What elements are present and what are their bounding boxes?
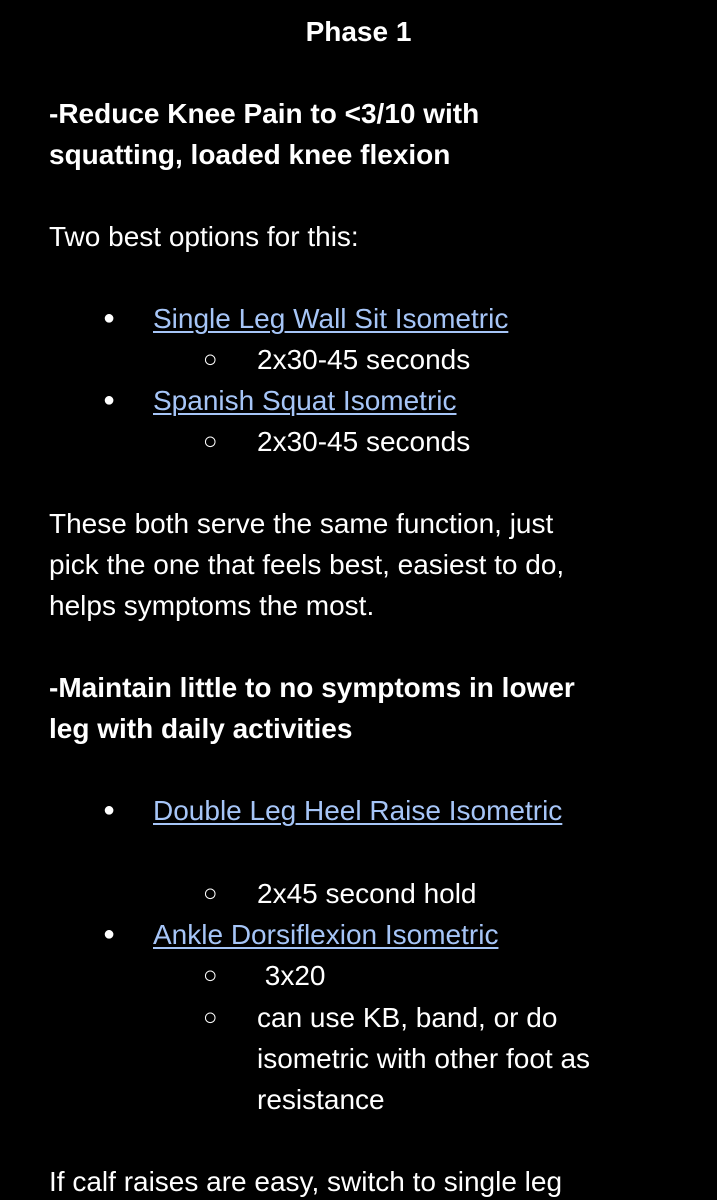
exercise-detail: 2x45 second hold [257, 878, 477, 909]
circle-bullet-icon: ○ [203, 962, 218, 989]
bullet-icon: ● [103, 389, 116, 411]
note-line-1: These both serve the same function, just [49, 508, 554, 539]
exercise-detail: 2x30-45 seconds [257, 344, 471, 375]
circle-bullet-icon: ○ [203, 428, 218, 455]
footer-text: If calf raises are easy, switch to single leg [49, 1166, 563, 1197]
bullet-icon: ● [103, 307, 116, 329]
exercise-detail: isometric with other foot as [257, 1043, 591, 1074]
link-ankle-dorsiflexion[interactable]: Ankle Dorsiflexion Isometric [153, 919, 499, 950]
exercise-detail: 3x20 [257, 960, 326, 991]
link-spanish-squat[interactable]: Spanish Squat Isometric [153, 385, 457, 416]
exercise-detail: can use KB, band, or do [257, 1002, 558, 1033]
page-title: Phase 1 [305, 16, 412, 47]
link-single-leg-wall-sit[interactable]: Single Leg Wall Sit Isometric [153, 303, 509, 334]
intro-text: Two best options for this: [49, 221, 359, 252]
link-double-leg-heel-raise[interactable]: Double Leg Heel Raise Isometric [153, 795, 563, 826]
goal-1-line-2: squatting, loaded knee flexion [49, 139, 451, 170]
bullet-icon: ● [103, 923, 116, 945]
goal-2-line-2: leg with daily activities [49, 713, 353, 744]
circle-bullet-icon: ○ [203, 880, 218, 907]
exercise-detail: resistance [257, 1084, 385, 1115]
goal-1-line-1: -Reduce Knee Pain to <3/10 with [49, 98, 480, 129]
note-line-2: pick the one that feels best, easiest to do, [49, 549, 565, 580]
circle-bullet-icon: ○ [203, 1004, 218, 1031]
circle-bullet-icon: ○ [203, 346, 218, 373]
bullet-icon: ● [103, 799, 116, 821]
goal-2-line-1: -Maintain little to no symptoms in lower [49, 672, 575, 703]
note-line-3: helps symptoms the most. [49, 590, 375, 621]
exercise-detail: 2x30-45 seconds [257, 426, 471, 457]
